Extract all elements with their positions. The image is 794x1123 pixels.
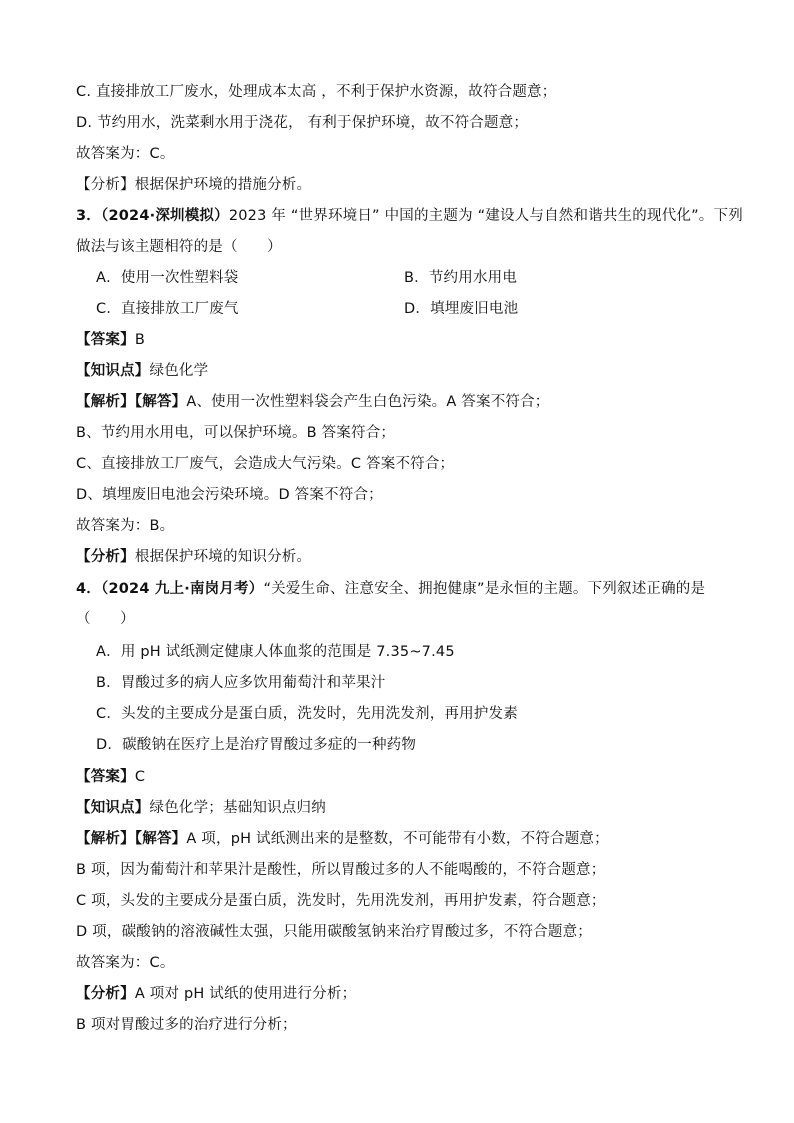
option-d: D．碳酸钠在医疗上是治疗胃酸过多症的一种药物 (96, 737, 417, 753)
solution-line: 故答案为：C。 (76, 955, 175, 971)
solution-line: B 项，因为葡萄汁和苹果汁是酸性，所以胃酸过多的人不能喝酸的，不符合题意； (76, 862, 606, 878)
knowledge-point-value: 绿色化学 (149, 363, 209, 379)
solution-line: D、填埋废旧电池会污染环境。D 答案不符合； (76, 487, 383, 503)
solution-text: A、使用一次性塑料袋会产生白色污染。A 答案不符合； (186, 394, 550, 410)
solution-line: D 项，碳酸钠的溶液碱性太强，只能用碳酸氢钠来治疗胃酸过多，不符合题意； (76, 924, 592, 940)
solution-line: 故答案为：B。 (76, 518, 175, 534)
answer-value: B (134, 332, 145, 348)
option-c: C．头发的主要成分是蛋白质，洗发时，先用洗发剂，再用护发素 (96, 706, 518, 722)
solution-line: C、直接排放工厂废气，会造成大气污染。C 答案不符合； (76, 456, 455, 472)
analysis-line (76, 547, 311, 567)
analysis-tag: 【分析】 (76, 986, 135, 1002)
question-number: 3． (76, 208, 101, 224)
answer-tag: 【答案】 (76, 332, 135, 348)
answer-line (76, 767, 145, 787)
solution-line: C 项，头发的主要成分是蛋白质，洗发时，先用洗发剂，再用护发素，符合题意； (76, 893, 606, 909)
knowledge-point-tag: 【知识点】 (76, 363, 150, 379)
analysis-text: A 项对 pH 试纸的使用进行分析； (134, 986, 357, 1002)
question-stem-text: “关爱生命、注意安全、拥抱健康”是永恒的主题。下列叙述正确的是 (263, 581, 706, 597)
question-source: （2024·深圳模拟） (101, 208, 229, 224)
option-c: C．直接排放工厂废气 (96, 301, 239, 317)
knowledge-point-value: 绿色化学；基础知识点归纳 (149, 800, 326, 816)
question-3-stem-cont: 做法与该主题相符的是（ ） (76, 239, 282, 255)
solution-line: B、节约用水用电，可以保护环境。B 答案符合； (76, 425, 396, 441)
answer-line (76, 330, 145, 350)
option-a: A．用 pH 试纸测定健康人体血浆的范围是 7.35~7.45 (96, 644, 455, 660)
analysis-text: 根据保护环境的知识分析。 (134, 549, 312, 565)
knowledge-point-tag: 【知识点】 (76, 800, 150, 816)
question-4-stem-cont: （ ） (76, 611, 135, 627)
text-line: 故答案为：C。 (76, 146, 175, 162)
answer-value: C (134, 769, 146, 785)
text-line: D. 节约用水，洗菜剩水用于浇花， 有利于保护环境，故不符合题意； (76, 115, 529, 131)
option-a: A．使用一次性塑料袋 (96, 270, 239, 286)
option-d: D．填埋废旧电池 (404, 301, 519, 317)
question-4-stem (76, 579, 705, 599)
solution-line (76, 829, 609, 849)
analysis-tag: 【分析】 (76, 549, 135, 565)
solution-line (76, 392, 550, 412)
solution-tag: 【解析】【解答】 (76, 394, 187, 410)
solution-text: A 项，pH 试纸测出来的是整数，不可能带有小数，不符合题意； (186, 831, 609, 847)
question-number: 4． (76, 581, 101, 597)
knowledge-point-line (76, 361, 208, 381)
solution-tag: 【解析】【解答】 (76, 831, 187, 847)
option-row (96, 268, 238, 288)
question-stem-text: 2023 年 “世界环境日” 中国的主题为 “建设人与自然和谐共生的现代化”。下列 (228, 208, 743, 224)
analysis-line: B 项对胃酸过多的治疗进行分析； (76, 1017, 297, 1033)
option-b: B．节约用水用电 (404, 270, 518, 286)
option-b: B．胃酸过多的病人应多饮用葡萄汁和苹果汁 (96, 675, 386, 691)
question-3-stem (76, 206, 743, 226)
text-line: C. 直接排放工厂废水，处理成本太高 ，不利于保护水资源，故符合题意； (76, 84, 557, 100)
question-source: （2024 九上·南岗月考） (101, 581, 264, 597)
knowledge-point-line (76, 798, 326, 818)
analysis-line (76, 984, 356, 1004)
option-row (96, 299, 239, 319)
analysis-line: 【分析】根据保护环境的措施分析。 (76, 177, 312, 193)
answer-tag: 【答案】 (76, 769, 135, 785)
